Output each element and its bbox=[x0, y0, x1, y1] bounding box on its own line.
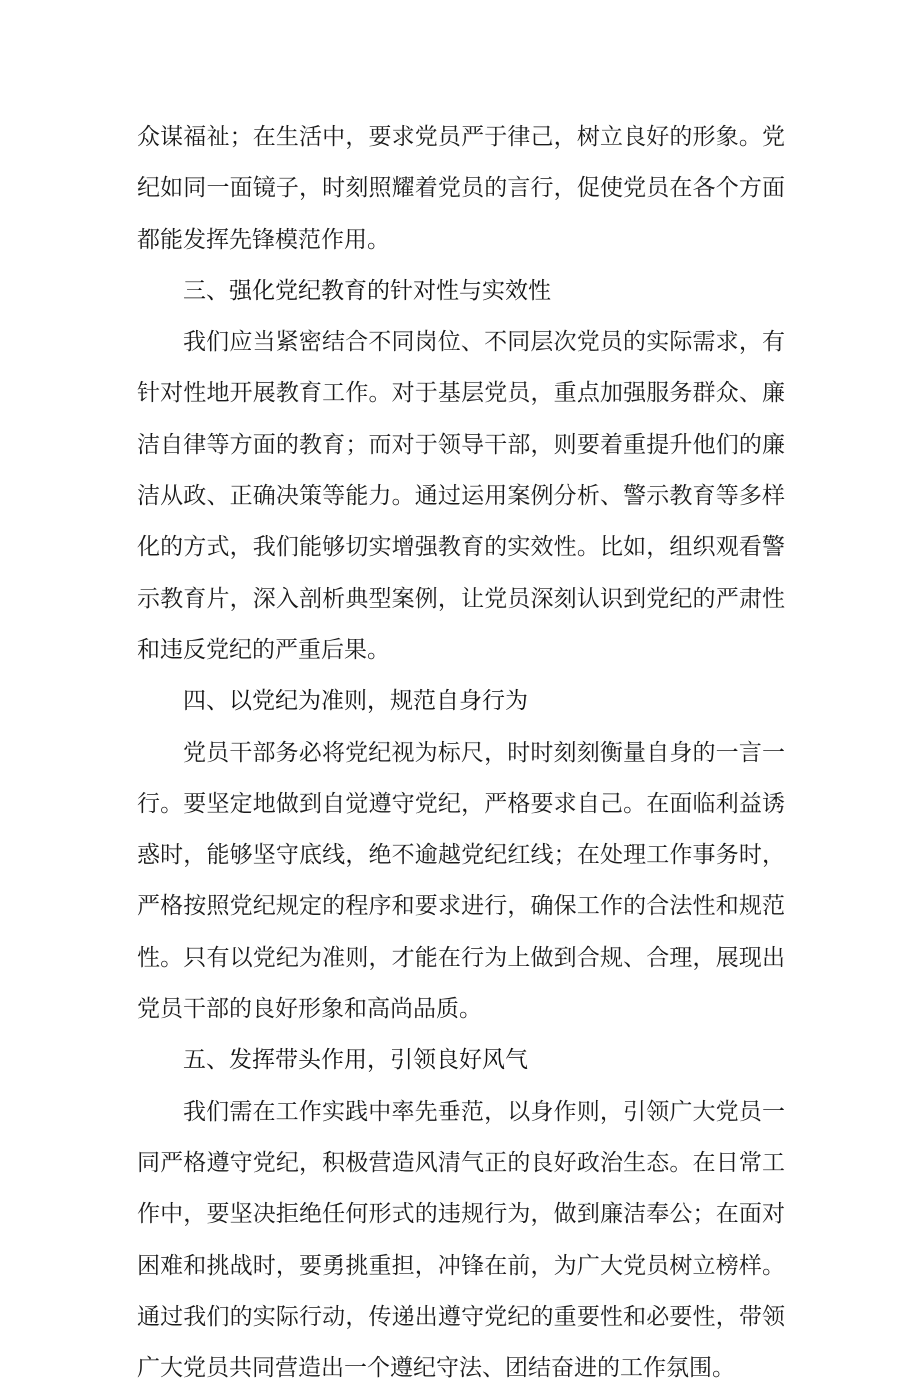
section-heading-4: 四、以党纪为准则，规范自身行为 bbox=[183, 688, 528, 715]
paragraph-line: 党员干部的良好形象和高尚品质。 bbox=[137, 996, 482, 1023]
section-3-paragraph bbox=[137, 317, 785, 676]
section-heading-3: 三、强化党纪教育的针对性与实效性 bbox=[183, 277, 551, 304]
paragraph-line: 众谋福祉；在生活中，要求党员严于律己，树立良好的形象。党 bbox=[137, 124, 785, 150]
section-4-paragraph bbox=[137, 728, 785, 1036]
paragraph-line: 洁从政、正确决策等能力。通过运用案例分析、警示教育等多样 bbox=[137, 483, 785, 510]
paragraph-line: 通过我们的实际行动，传递出遵守党纪的重要性和必要性，带领 bbox=[137, 1303, 785, 1330]
paragraph-line: 和违反党纪的严重后果。 bbox=[137, 636, 390, 663]
paragraph-line: 作中，要坚决拒绝任何形式的违规行为，做到廉洁奉公；在面对 bbox=[137, 1201, 785, 1228]
paragraph-line: 纪如同一面镜子，时刻照耀着党员的言行，促使党员在各个方面 bbox=[137, 175, 785, 202]
section-heading-5: 五、发挥带头作用，引领良好风气 bbox=[183, 1047, 528, 1074]
paragraph-line: 示教育片，深入剖析典型案例，让党员深刻认识到党纪的严肃性 bbox=[137, 585, 785, 612]
intro-paragraph bbox=[137, 112, 785, 266]
document-body bbox=[137, 112, 785, 1394]
paragraph-line: 我们需在工作实践中率先垂范，以身作则，引领广大党员一 bbox=[183, 1098, 785, 1125]
paragraph-line: 困难和挑战时，要勇挑重担，冲锋在前，为广大党员树立榜样。 bbox=[137, 1252, 785, 1279]
paragraph-line: 针对性地开展教育工作。对于基层党员，重点加强服务群众、廉 bbox=[137, 380, 785, 407]
paragraph-line: 化的方式，我们能够切实增强教育的实效性。比如，组织观看警 bbox=[137, 534, 785, 561]
paragraph-line: 我们应当紧密结合不同岗位、不同层次党员的实际需求，有 bbox=[183, 329, 785, 356]
paragraph-line: 党员干部务必将党纪视为标尺，时时刻刻衡量自身的一言一 bbox=[183, 739, 785, 766]
paragraph-line: 严格按照党纪规定的程序和要求进行，确保工作的合法性和规范 bbox=[137, 893, 785, 920]
paragraph-line: 惑时，能够坚守底线，绝不逾越党纪红线；在处理工作事务时， bbox=[137, 842, 785, 869]
section-5-paragraph bbox=[137, 1087, 785, 1394]
paragraph-line: 性。只有以党纪为准则，才能在行为上做到合规、合理，展现出 bbox=[137, 944, 785, 971]
paragraph-line: 都能发挥先锋模范作用。 bbox=[137, 226, 390, 253]
paragraph-line: 广大党员共同营造出一个遵纪守法、团结奋进的工作氛围。 bbox=[137, 1355, 735, 1382]
paragraph-line: 同严格遵守党纪，积极营造风清气正的良好政治生态。在日常工 bbox=[137, 1149, 785, 1176]
paragraph-line: 洁自律等方面的教育；而对于领导干部，则要着重提升他们的廉 bbox=[137, 431, 785, 458]
paragraph-line: 行。要坚定地做到自觉遵守党纪，严格要求自己。在面临利益诱 bbox=[137, 790, 785, 817]
